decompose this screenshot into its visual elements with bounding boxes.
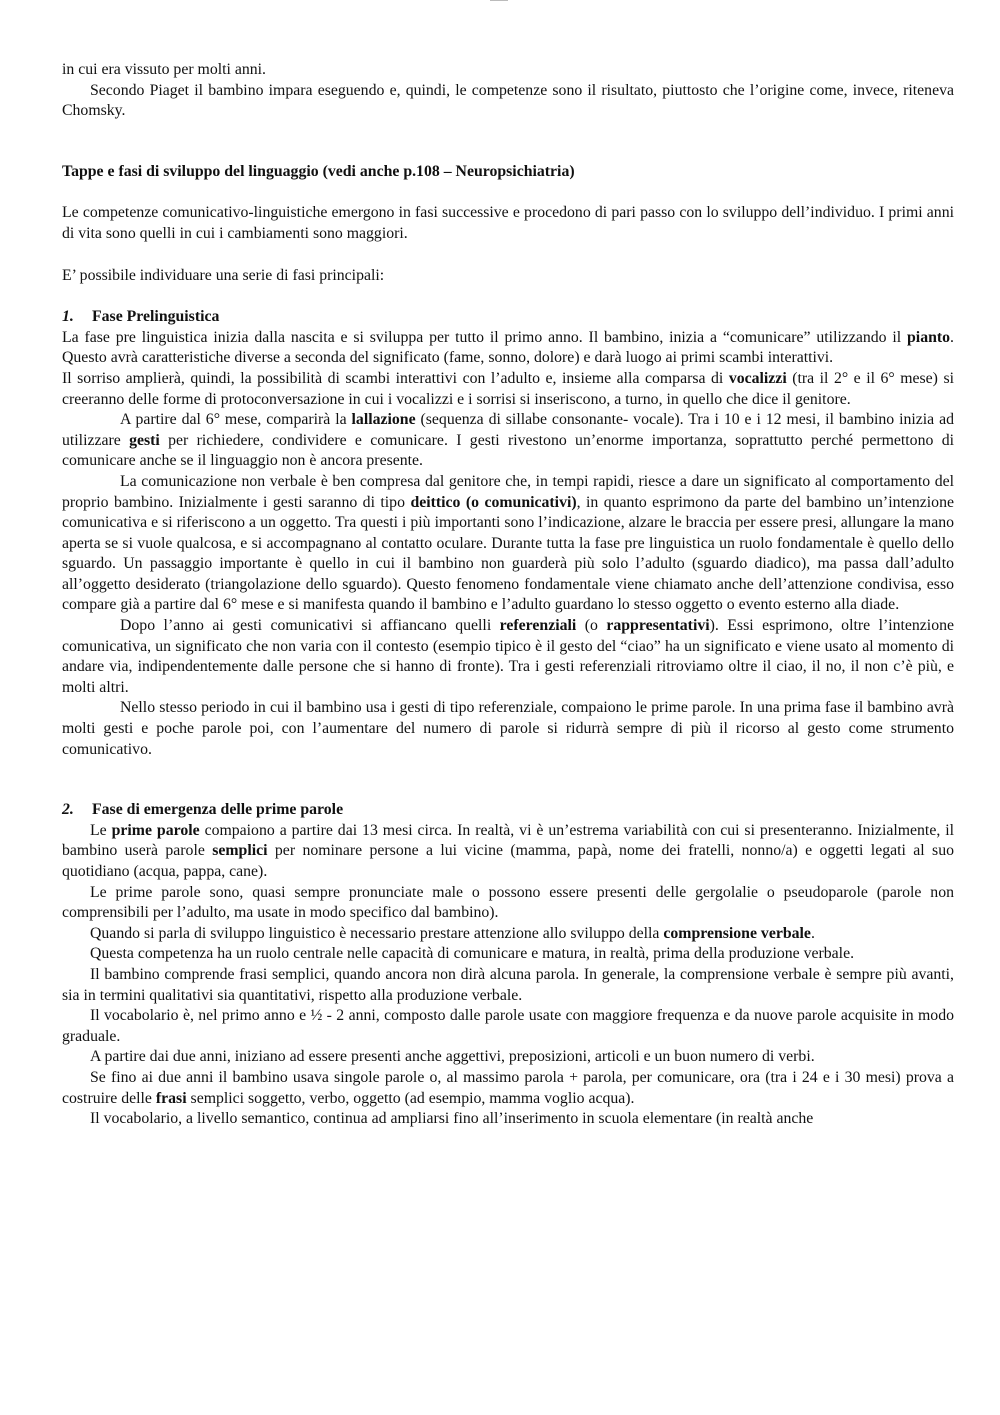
document-page <box>62 60 954 1130</box>
paragraph-vocabolario-1: Il vocabolario è, nel primo anno e ½ - 2 anni, composto dalle parole usate con maggiore frequenza e da nuove parole acquisite in modo graduale. <box>62 1007 954 1045</box>
paragraph-comprensione: Quando si parla di sviluppo linguistico è necessario prestare attenzione allo sviluppo della comprensione verbale. <box>90 924 815 942</box>
paragraph-prelinguistica: La fase pre linguistica inizia dalla nascita e si sviluppa per tutto il primo anno. Il bambino, inizia a “comunicare” utilizzando il pianto. Questo avrà caratteristiche diverse a seconda del significato (fame, sonno, dolore) e darà luogo ai primi scambi interattivi. <box>62 328 954 367</box>
list-heading-2 <box>62 800 954 821</box>
section-heading: Tappe e fasi di sviluppo del linguaggio (vedi anche p.108 – Neuropsichiatria) <box>62 162 575 180</box>
paragraph-pronuncia: Le prime parole sono, quasi sempre pronunciate male o possono essere presenti delle gergolalie o pseudoparole (parole non comprensibili per l’adulto, ma usate in modo specifico dal bambino). <box>62 883 954 922</box>
paragraph-prime-parole-intro: Nello stesso periodo in cui il bambino usa i gesti di tipo referenziale, compaiono le prime parole. In una prima fase il bambino avrà molti gesti e poche parole poi, con l’aumentare del numero di parole si ridurrà sempre di più il ricorso al gesto come strumento comunicativo. <box>62 699 954 758</box>
paragraph-fasi: E’ possibile individuare una serie di fasi principali: <box>62 266 385 284</box>
paragraph-intro: Le competenze comunicativo-linguistiche emergono in fasi successive e procedono di pari passo con lo sviluppo dell’individuo. I primi anni di vita sono quelli in cui i cambiamenti sono maggiori. <box>62 204 954 242</box>
paragraph-sorriso: Il sorriso amplierà, quindi, la possibilità di scambi interattivi con l’adulto e, insieme alla comparsa di vocalizzi (tra il 2° e il 6° mese) si creeranno delle forme di protoconversazione in cui i vocalizzi e i sorrisi si inseriscono, a turno, in quello che dice il genitore. <box>62 369 954 408</box>
list-title-1: Fase Prelinguistica <box>92 308 220 326</box>
list-number-1: 1. <box>62 308 74 326</box>
paragraph-lallazione: A partire dal 6° mese, comparirà la lallazione (sequenza di sillabe consonante- vocale). Tra i 10 e i 12 mesi, il bambino inizia ad utilizzare gesti per richiedere, condividere e comunicare. I gesti rivestono un’enorme importanza, soprattutto perché permettono di comunicare anche se il linguaggio non è ancora presente. <box>62 411 954 470</box>
page-top-mark <box>490 0 508 1</box>
list-number-2: 2. <box>62 801 74 819</box>
paragraph-continuation: in cui era vissuto per molti anni. <box>62 61 267 78</box>
list-heading-1 <box>62 307 954 328</box>
paragraph-frasi: Se fino ai due anni il bambino usava singole parole o, al massimo parola + parola, per comunicare, ora (tra i 24 e i 30 mesi) prova a costruire delle frasi semplici soggetto, verbo, oggetto (ad esempio, mamma voglio acqua). <box>62 1068 954 1107</box>
paragraph-piaget: Secondo Piaget il bambino impara eseguendo e, quindi, le competenze sono il risultato, piuttosto che l’origine come, invece, riteneva Chomsky. <box>62 81 954 120</box>
paragraph-referenziali: Dopo l’anno ai gesti comunicativi si affiancano quelli referenziali (o rappresentativi). Essi esprimono, oltre l’intenzione comunicativa, un significato che non varia con il contesto (esempio tipico è il gesto del “ciao” ha un significato e viene usato al momento di andare via, indipendentemente dalle persone che si hanno di fronte). Tra i gesti referenziali ritroviamo oltre il ciao, il no, il non c’è più, e molti altri. <box>62 617 955 696</box>
paragraph-competenza: Questa competenza ha un ruolo centrale nelle capacità di comunicare e matura, in realtà, prima della produzione verbale. <box>90 945 855 963</box>
paragraph-vocabolario-2: Il vocabolario, a livello semantico, continua ad ampliarsi fino all’inserimento in scuola elementare (in realtà anche <box>90 1110 814 1128</box>
paragraph-prime-parole: Le prime parole compaiono a partire dai 13 mesi circa. In realtà, vi è un’estrema variabilità con cui si presenteranno. Inizialmente, il bambino userà parole semplici per nominare persone a lui vicine (mamma, papà, nome dei fratelli, nonno/a) e oggetti legati al suo quotidiano (acqua, pappa, cane). <box>62 821 955 880</box>
paragraph-comunicazione: La comunicazione non verbale è ben compresa dal genitore che, in tempi rapidi, riesce a dare un significato al comportamento del proprio bambino. Inizialmente i gesti saranno di tipo deittico (o comunicativi), in quanto esprimono da parte del bambino un’intenzione comunicativa e si riferiscono a un oggetto. Tra questi i più importanti sono l’indicazione, alzare le braccia per essere presi, allungare la mano aperta se si vuole qualcosa, e si accompagnano al contatto oculare. Durante tutta la fase pre linguistica un ruolo fondamentale è quello dello sguardo. Un passaggio importante è quello in cui il bambino non guarderà più solo l’adulto (sguardo diadico), ma passa dall’adulto all’oggetto desiderato (triangolazione dello sguardo). Questo fenomeno fondamentale viene chiamato anche dell’attenzione condivisa, esso compare già a partire dal 6° mese e si manifesta quando il bambino e l’adulto guardano lo stesso oggetto o evento esterno alla diade. <box>62 472 954 614</box>
paragraph-due-anni: A partire dai due anni, iniziano ad essere presenti anche aggettivi, preposizioni, articoli e un buon numero di verbi. <box>90 1048 815 1066</box>
list-title-2: Fase di emergenza delle prime parole <box>92 801 344 819</box>
paragraph-frasi-semplici: Il bambino comprende frasi semplici, quando ancora non dirà alcuna parola. In generale, la comprensione verbale è sempre più avanti, sia in termini qualitativi sia quantitativi, rispetto alla produzione verbale. <box>62 965 954 1004</box>
